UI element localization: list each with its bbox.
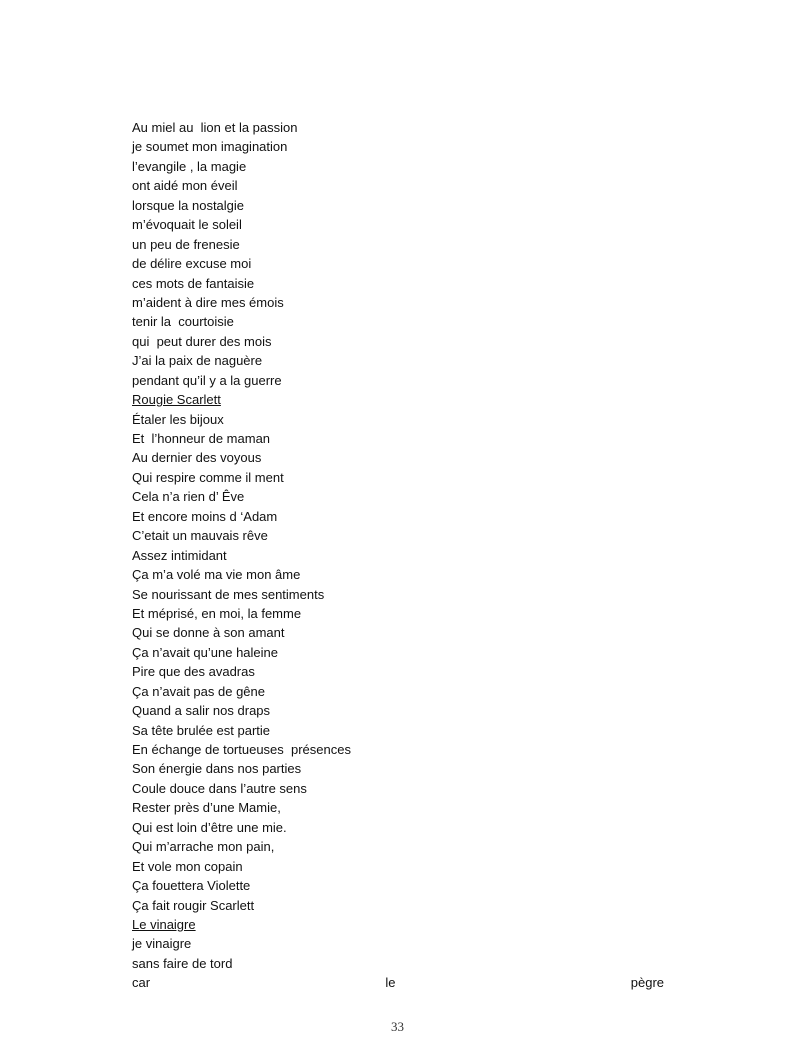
word-le: le [385, 975, 396, 991]
justified-last-line [132, 973, 664, 992]
text-line: Ça fait rougir Scarlett [132, 897, 255, 913]
text-line: Qui respire comme il ment [132, 469, 284, 485]
poem-text [132, 118, 672, 993]
text-line: Ça n’avait qu’une haleine [132, 644, 278, 660]
text-line: je soumet mon imagination [132, 139, 288, 155]
text-line: Rester près d’une Mamie, [132, 800, 281, 816]
text-line: Sa tête brulée est partie [132, 722, 271, 738]
text-line: Étaler les bijoux [132, 411, 224, 427]
text-line: Qui est loin d’être une mie. [132, 819, 287, 835]
word-car: car [132, 975, 151, 991]
text-line: lorsque la nostalgie [132, 197, 245, 213]
text-line: m’aident à dire mes émois [132, 294, 284, 310]
text-line: En échange de tortueuses présences [132, 742, 351, 757]
text-line: Et encore moins d ‘Adam [132, 508, 278, 524]
section-heading-le-vinaigre: Le vinaigre [132, 916, 196, 932]
text-line: Ça fouettera Violette [132, 878, 251, 894]
text-line: Assez intimidant [132, 547, 227, 563]
word-pegre: pègre [630, 975, 664, 991]
text-line: Quand a salir nos draps [132, 703, 271, 719]
text-line: Ça n’avait pas de gêne [132, 683, 265, 699]
text-line: de délire excuse moi [132, 256, 252, 272]
text-line: Qui m’arrache mon pain, [132, 839, 275, 855]
text-line: pendant qu’il y a la guerre [132, 372, 282, 388]
text-line: tenir la courtoisie [132, 314, 234, 330]
text-line: Au dernier des voyous [132, 450, 262, 466]
text-line: sans faire de tord [132, 955, 233, 971]
text-line: un peu de frenesie [132, 236, 240, 252]
text-line: J’ai la paix de naguère [132, 353, 263, 369]
text-line: Et l’honneur de maman [132, 431, 271, 446]
text-line: je vinaigre [132, 936, 192, 952]
text-line: ont aidé mon éveil [132, 178, 238, 194]
text-line: Ça m’a volé ma vie mon âme [132, 567, 301, 583]
text-line: l’evangile , la magie [132, 158, 247, 174]
text-line: m’évoquait le soleil [132, 217, 242, 233]
text-line: qui peut durer des mois [132, 333, 272, 349]
text-line: ces mots de fantaisie [132, 275, 255, 291]
text-line: Et méprisé, en moi, la femme [132, 605, 302, 621]
text-line: Et vole mon copain [132, 858, 243, 874]
page-number: 33 [391, 1019, 404, 1034]
text-line: Qui se donne à son amant [132, 625, 285, 641]
section-heading-rougie-scarlett: Rougie Scarlett [132, 392, 221, 408]
text-line: Pire que des avadras [132, 664, 255, 680]
text-line: Son énergie dans nos parties [132, 761, 302, 777]
text-line: C’etait un mauvais rêve [132, 528, 268, 544]
text-line: Coule douce dans l’autre sens [132, 780, 307, 796]
text-line: Cela n’a rien d’ Êve [132, 489, 245, 505]
text-line: Se nourissant de mes sentiments [132, 586, 325, 602]
text-line: Au miel au lion et la passion [132, 120, 298, 135]
